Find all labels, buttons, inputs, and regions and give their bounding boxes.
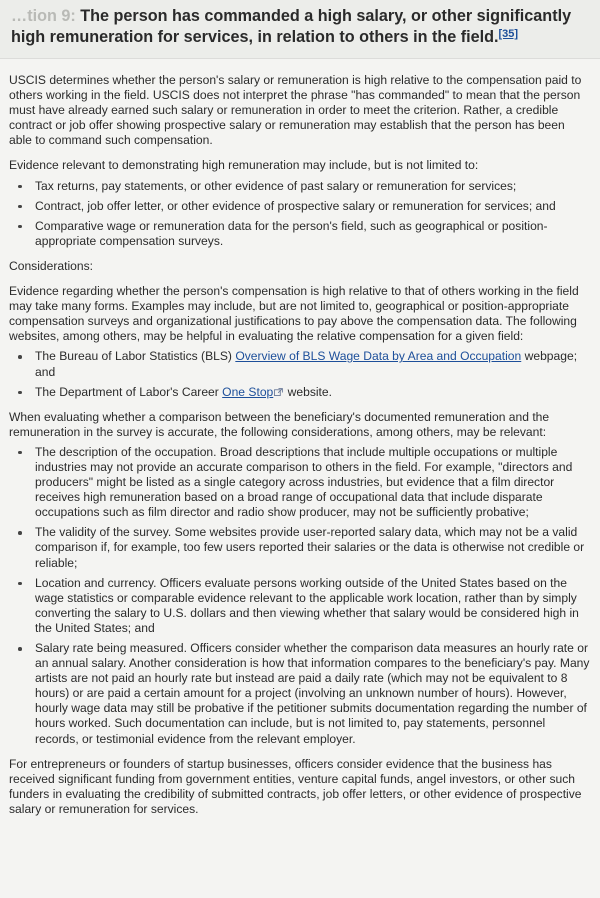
external-link-icon — [274, 388, 283, 396]
dol-prefix: The Department of Labor's Career — [35, 384, 223, 399]
dol-suffix: website. — [284, 384, 333, 399]
list-item: The description of the occupation. Broad descriptions that include multiple occupations or multiple industries may not provide an accurate comparison to others in the field. For example, "directors and producers" might be listed as a single category across industries, but evidence that a film director receives high remuneration based on a broad range of occupational data that include disparate occupations such as film director and radio show producer, may not be sufficiently probative; — [35, 445, 590, 520]
list-item: Comparative wage or remuneration data for the person's field, such as geographical or position-appropriate compensation surveys. — [35, 219, 590, 249]
heading-text: The person has commanded a high salary, or other significantly high remuneration for services, in relation to others in the field. — [11, 7, 572, 46]
evidence-list — [9, 179, 590, 249]
list-item: Contract, job offer letter, or other evidence of prospective salary or remuneration for services; and — [35, 199, 590, 214]
list-item: The validity of the survey. Some websites provide user-reported salary data, which may not be a valid comparison if, for example, too few users reported their salaries or the data is otherwise not credible or reliable; — [35, 525, 590, 570]
list-item-bls — [35, 349, 590, 379]
bls-wage-data-link[interactable]: Overview of BLS Wage Data by Area and Occupation — [235, 349, 522, 364]
evidence-lead: Evidence relevant to demonstrating high remuneration may include, but is not limited to: — [9, 158, 479, 173]
footnote-ref — [499, 28, 519, 40]
list-item: Location and currency. Officers evaluate persons working outside of the United States based on the wage statistics or comparable evidence relevant to the applicable work location, rather than by simply converting the salary to U.S. dollars and then viewing whether that salary would be considered high in the United States; and — [35, 576, 590, 636]
websites-list — [9, 349, 590, 399]
heading-clipped-prefix: …tion 9: — [11, 7, 76, 25]
section-heading — [11, 6, 588, 48]
closing-paragraph: For entrepreneurs or founders of startup businesses, officers consider evidence that the business has received significant funding from government entities, venture capital funds, angel investors, or other such funders in evaluating the credibility of submitted contracts, job offer letters, or other evidence of prospective salary or remuneration for services. — [9, 756, 582, 816]
list-item: Salary rate being measured. Officers consider whether the comparison data measures an hourly rate or an annual salary. Another consideration is how that information compares to the beneficiary's pay. Many artists are not paid an hourly rate but instead are paid a daily rate (which may not be equivalent to 8 hours) or are paid a certain amount for a project (involving an unknown number of hours). However, hourly wage data may still be probative if the petitioner submits documentation regarding the number of hours worked. Such documentation can include, but is not limited to, pay statements, personnel records, or testimonial evidence from the relevant employer. — [35, 641, 590, 746]
section-header — [0, 0, 600, 59]
one-stop-link[interactable]: One Stop — [222, 384, 274, 399]
forms-paragraph: Evidence regarding whether the person's compensation is high relative to that of others working in the field may take many forms. Examples may include, but are not limited to, geographical or position-appropriate compensation surveys and organizational justifications to pay above the compensation data. The following websites, among others, may be helpful in evaluating the relative compensation for a given field: — [9, 284, 579, 344]
list-item-dol — [35, 385, 590, 400]
bls-suffix: webpage; and — [35, 349, 578, 379]
bls-prefix: The Bureau of Labor Statistics (BLS) — [35, 349, 236, 364]
considerations-label: Considerations: — [9, 258, 94, 273]
comparison-lead: When evaluating whether a comparison between the beneficiary's documented remuneration and the remuneration in the survey is accurate, the following considerations, among others, may be relevant: — [9, 409, 550, 439]
footnote-link[interactable]: [35] — [498, 28, 519, 40]
comparison-list — [9, 445, 590, 747]
intro-paragraph: USCIS determines whether the person's salary or remuneration is high relative to the compensation paid to others working in the field. USCIS does not interpret the phrase "has commanded" to mean that the person must have already earned such salary or remuneration in order to meet the criterion. Rather, a credible contract or job offer showing prospective salary or remuneration may establish that the person has been able to command such compensation. — [9, 73, 582, 148]
list-item: Tax returns, pay statements, or other evidence of past salary or remuneration for services; — [35, 179, 590, 194]
